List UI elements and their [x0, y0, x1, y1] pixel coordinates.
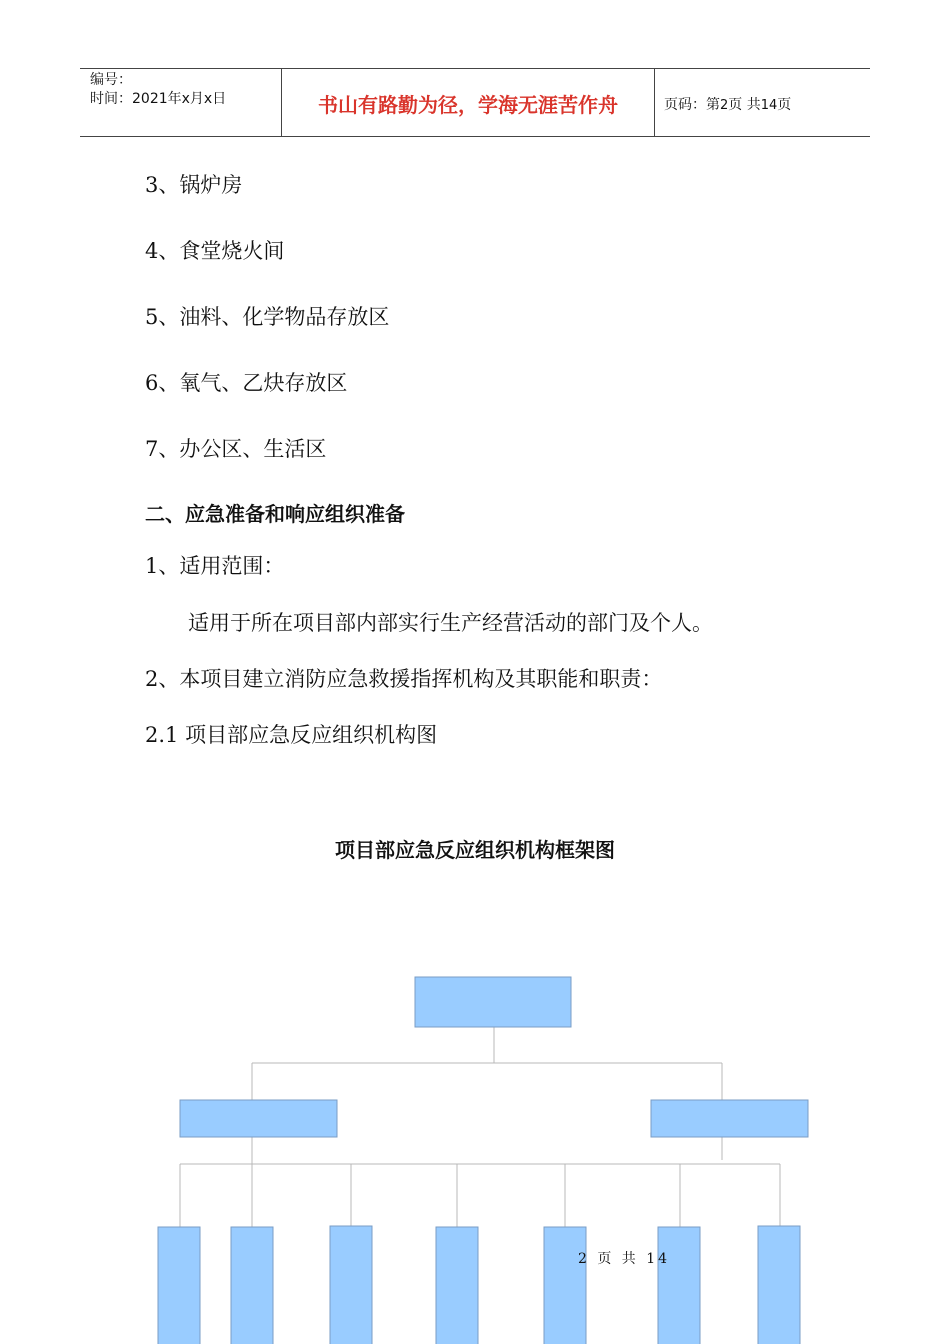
- list-item: 5、油料、化学物品存放区: [145, 305, 390, 329]
- org-chart-caption: 2.1 项目部应急反应组织机构图: [145, 723, 438, 747]
- org-chart-boxes: [158, 977, 808, 1344]
- org-box-level3: [436, 1227, 478, 1344]
- time-label: 时间：2021年x月x日: [90, 91, 227, 107]
- org-box-level3: [231, 1227, 273, 1344]
- scope-text: 适用于所在项目部内部实行生产经营活动的部门及个人。: [188, 611, 713, 635]
- page-total: 14: [760, 98, 778, 113]
- org-box-level2-left: [180, 1100, 337, 1137]
- org-box-level3: [544, 1227, 586, 1344]
- page-current: 2: [720, 98, 729, 113]
- org-box-level3: [158, 1227, 200, 1344]
- list-item: 4、食堂烧火间: [145, 239, 285, 263]
- list-item: 6、氧气、乙炔存放区: [145, 371, 348, 395]
- page-middle: 页 共: [728, 97, 761, 113]
- scope-heading: 1、适用范围：: [145, 554, 285, 578]
- list-item: 3、锅炉房: [145, 173, 243, 197]
- header-motto: 书山有路勤为径，学海无涯苦作舟: [318, 93, 618, 117]
- page-prefix: 页码：第: [664, 97, 720, 113]
- section-heading: 二、应急准备和响应组织准备: [145, 502, 405, 526]
- list-item: 7、办公区、生活区: [145, 437, 327, 461]
- org-box-level2-right: [651, 1100, 808, 1137]
- page-footer: 2 页 共 14: [578, 1251, 671, 1267]
- command-structure-item: 2、本项目建立消防应急救援指挥机构及其职能和职责：: [145, 667, 663, 691]
- org-box-top: [415, 977, 571, 1027]
- serial-number-label: 编号：: [90, 72, 132, 88]
- page-suffix: 页: [777, 97, 792, 113]
- org-chart-title: 项目部应急反应组织机构框架图: [335, 838, 615, 862]
- org-box-level3: [758, 1226, 800, 1344]
- org-box-level3: [330, 1226, 372, 1344]
- org-box-level3: [658, 1227, 700, 1344]
